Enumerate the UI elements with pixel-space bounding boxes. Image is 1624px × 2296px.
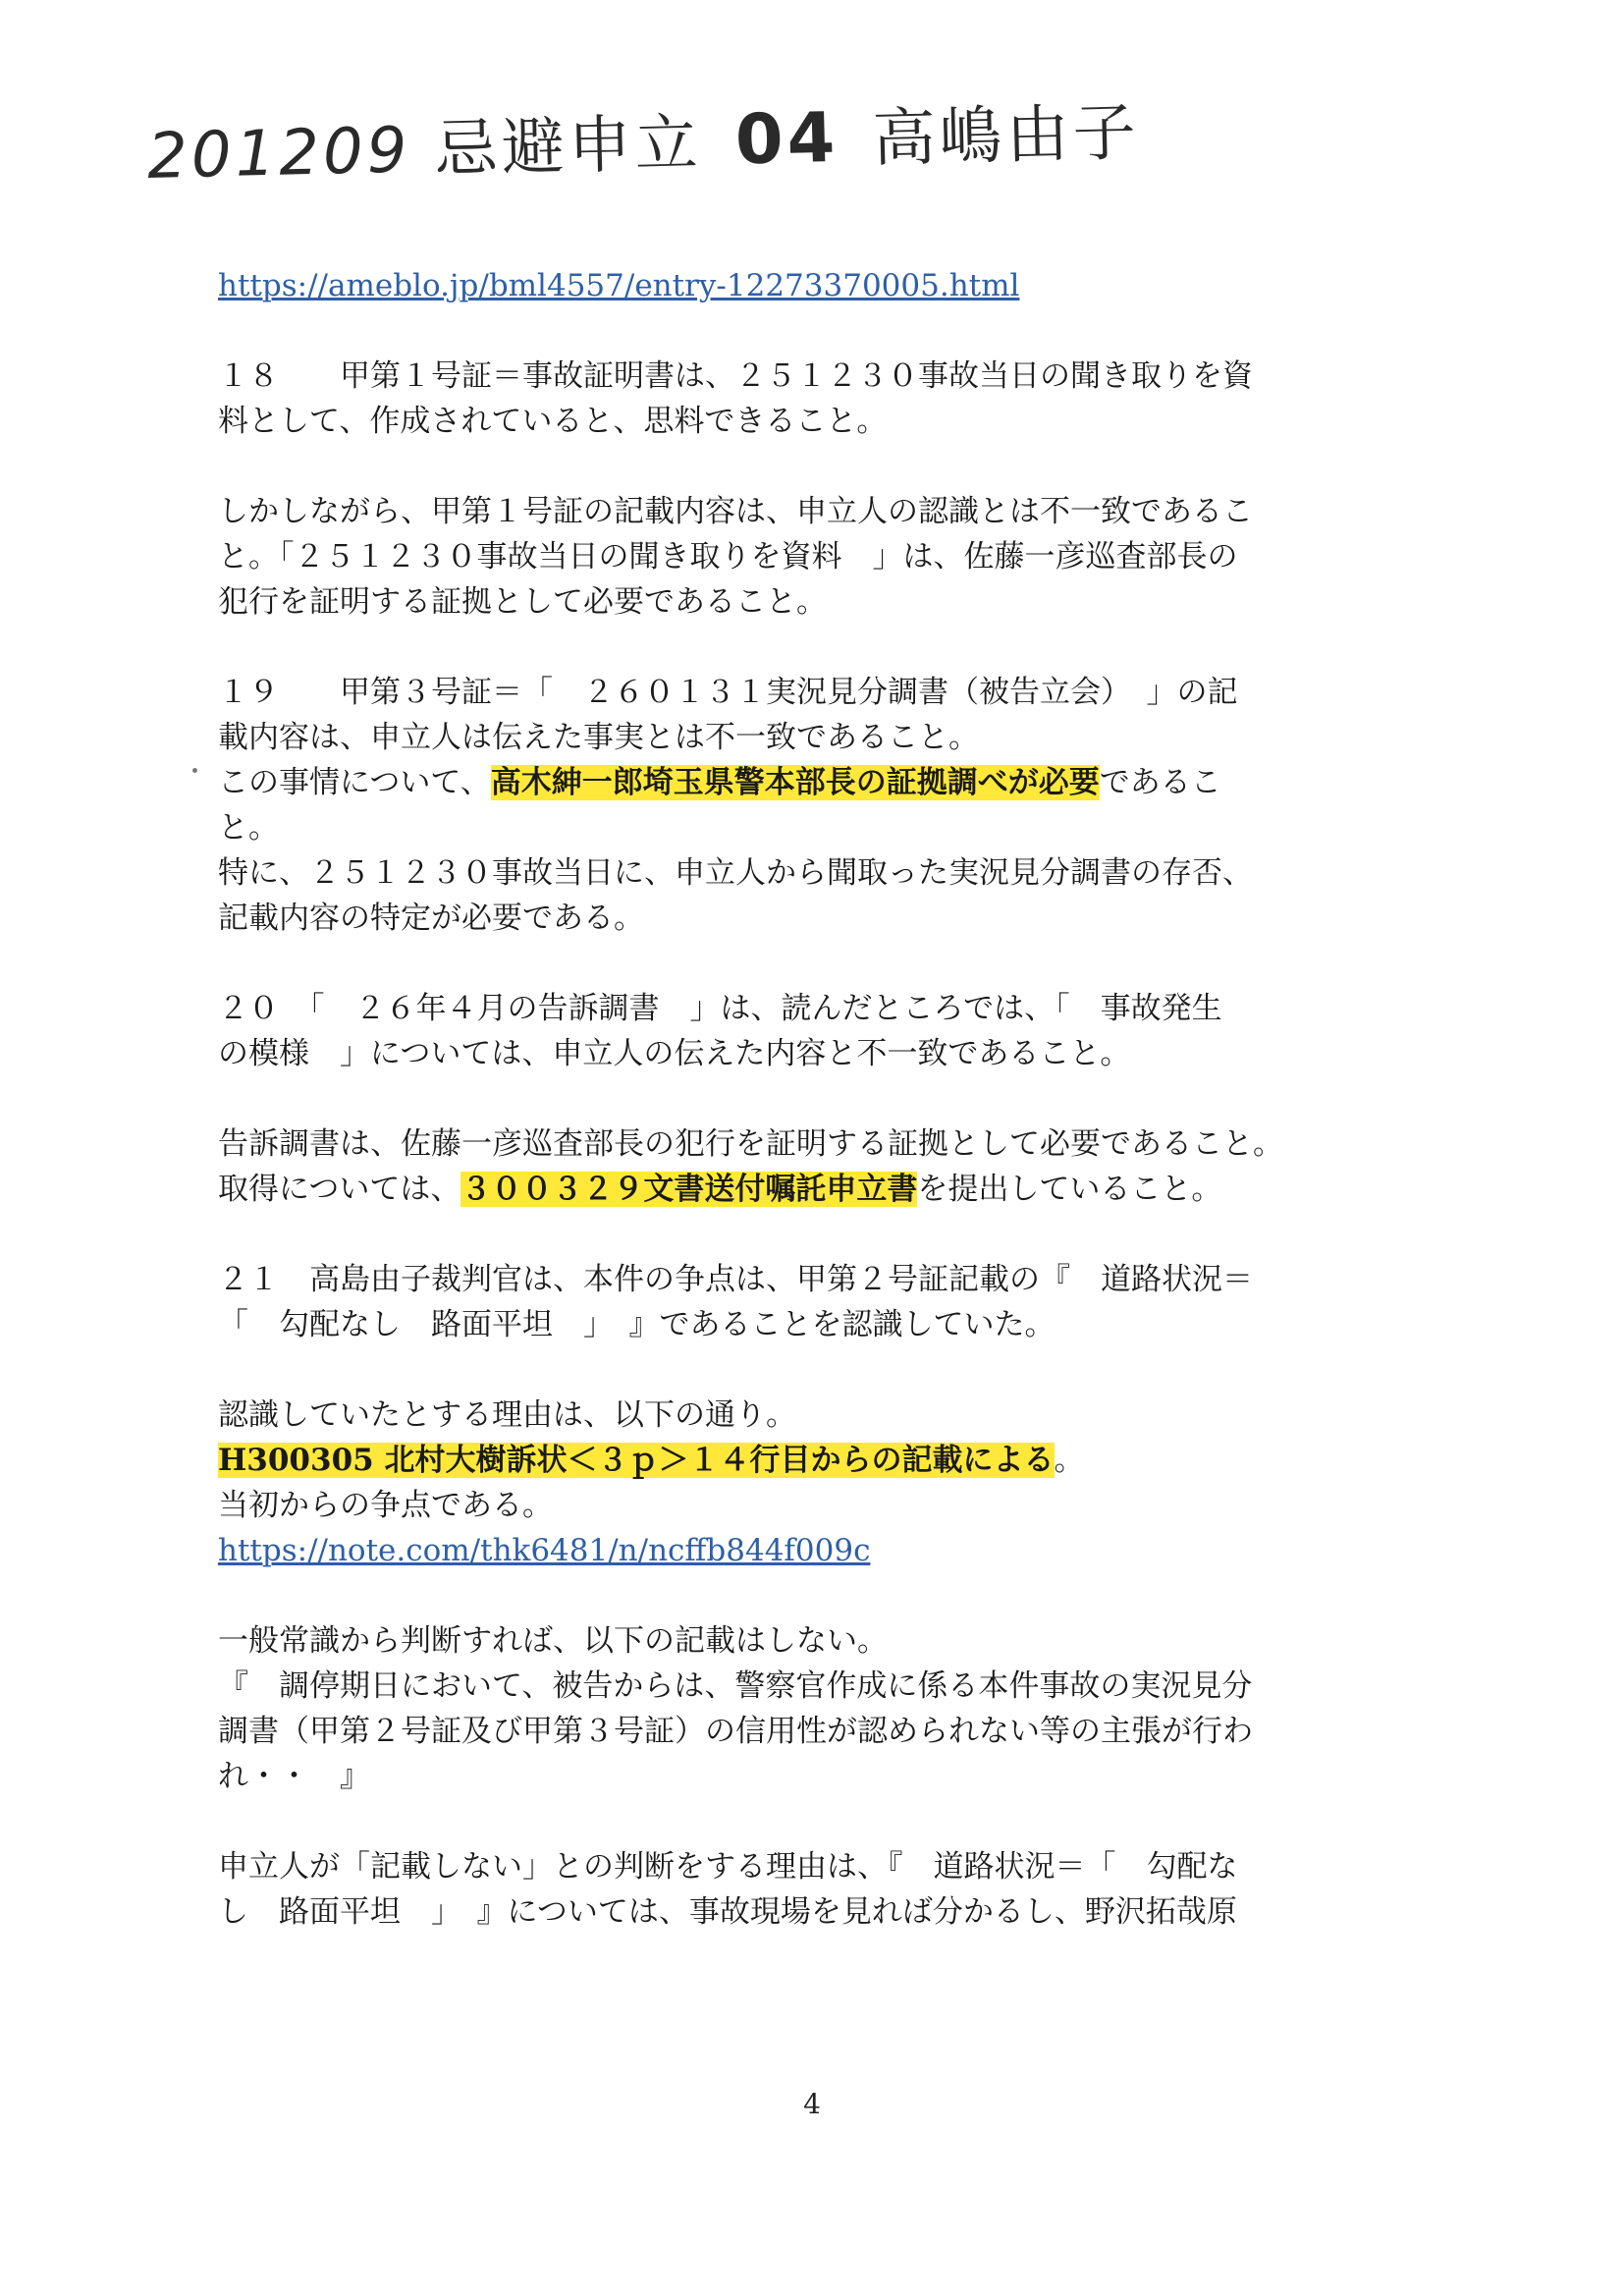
para-21b-line-1: 認識していたとする理由は、以下の通り。 [218,1397,796,1433]
para-18b-line-3: 犯行を証明する証拠として必要であること。 [218,584,827,620]
para-19-line-2: 載内容は、申立人は伝えた事実とは不一致であること。 [218,720,979,755]
para-19-line-1: １９ 甲第３号証＝「 ２６０１３１実況見分調書（被告立会） 」の記 [218,675,1238,710]
scan-speck [192,768,197,773]
para-22-line-4: れ・・ 』 [218,1759,370,1794]
para-20b-line-2-pre: 取得については、 [218,1172,461,1207]
para-21-line-2: 「 勾配なし 路面平坦 」 』であることを認識していた。 [218,1307,1056,1342]
para-19-line-4: と。 [218,810,279,846]
ameblo-link[interactable]: https://ameblo.jp/bml4557/entry-12273370005.html [218,268,1020,303]
para-23-line-1: 申立人が「記載しない」との判断をする理由は、『 道路状況＝「 勾配な [218,1849,1238,1885]
highlight-takagi: 高木紳一郎埼玉県警本部長の証拠調べが必要 [490,765,1100,800]
para-19-line-5: 特に、２５１２３０事故当日に、申立人から聞取った実況見分調書の存否、 [218,855,1253,891]
handwritten-label: 忌避申立 [433,107,703,187]
para-20b-line-2-post: を提出していること。 [917,1172,1222,1207]
para-21-line-1: ２１ 高島由子裁判官は、本件の争点は、甲第２号証記載の『 道路状況＝ [218,1262,1253,1297]
highlight-document-request: ３００３２９文書送付嘱託申立書 [460,1172,918,1207]
handwritten-name: 高嶋由子 [871,96,1141,176]
para-18b-line-1: しかしながら、甲第１号証の記載内容は、申立人の認識とは不一致であるこ [218,494,1253,529]
highlight-complaint: H300305 北村大樹訴状＜３ｐ＞１４行目からの記載による [218,1443,1055,1478]
handwritten-date: 201209 [146,114,412,193]
para-20-line-1: ２０ 「 ２６年４月の告訴調書 」は、読んだところでは、「 事故発生 [218,991,1222,1026]
handwritten-header [146,82,1141,196]
para-18-line-2: 料として、作成されていると、思料できること。 [218,404,888,439]
handwritten-number: 04 [733,96,840,181]
para-18b-line-2: と。「２５１２３０事故当日の聞き取りを資料 」は、佐藤一彦巡査部長の [218,539,1238,574]
para-19-line-3 [218,760,1386,805]
para-18-line-1: １８ 甲第１号証＝事故証明書は、２５１２３０事故当日の聞き取りを資 [218,358,1253,394]
para-20b-line-2 [218,1167,1386,1212]
para-22-line-3: 調書（甲第２号証及び甲第３号証）の信用性が認められない等の主張が行わ [218,1714,1253,1749]
para-19-line-3-post: であるこ [1099,765,1221,800]
para-22-line-1: 一般常識から判断すれば、以下の記載はしない。 [218,1623,888,1659]
para-20b-line-1: 告訴調書は、佐藤一彦巡査部長の犯行を証明する証拠として必要であること。 [218,1126,1283,1162]
body-text [218,263,1386,1935]
page-number: 4 [803,2088,821,2120]
para-22-line-2: 『 調停期日において、被告からは、警察官作成に係る本件事故の実況見分 [218,1668,1253,1704]
para-21b-line-2 [218,1438,1386,1483]
para-19-line-6: 記載内容の特定が必要である。 [218,901,644,936]
note-link[interactable]: https://note.com/thk6481/n/ncffb844f009c [218,1533,871,1568]
para-19-line-3-pre: この事情について、 [218,765,491,800]
para-23-line-2: し 路面平坦 」 』については、事故現場を見れば分かるし、野沢拓哉原 [218,1894,1237,1930]
para-21b-line-3: 当初からの争点である。 [218,1488,553,1523]
para-21b-line-2-post: 。 [1054,1443,1085,1478]
para-20-line-2: の模様 」については、申立人の伝えた内容と不一致であること。 [218,1036,1131,1071]
